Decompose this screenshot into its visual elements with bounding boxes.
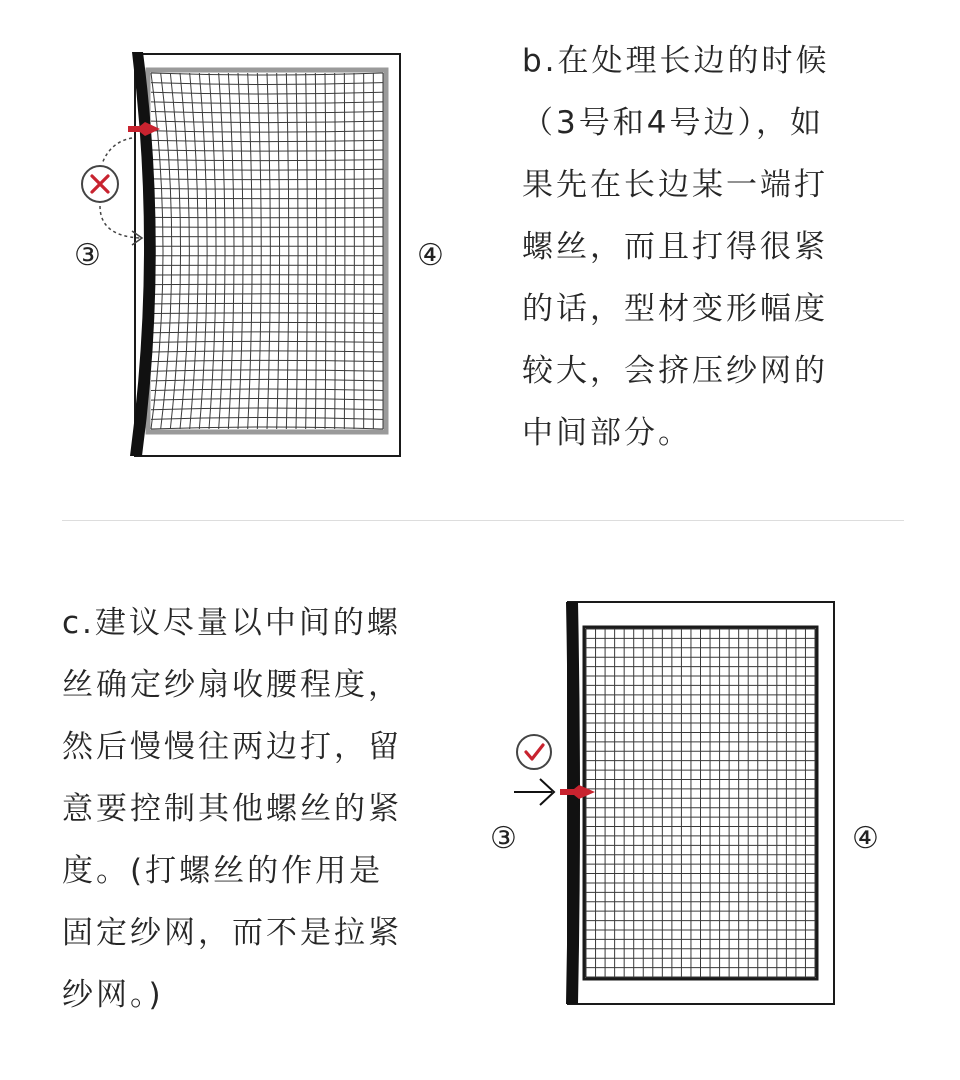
paragraph-b: [522, 30, 882, 464]
paragraph-line: 中间部分。: [522, 415, 692, 451]
side-label-3: ③: [74, 238, 101, 273]
side-label-4: ④: [417, 238, 444, 273]
side-label-4: ④: [852, 821, 879, 856]
check-icon: [517, 735, 551, 769]
side-label-3: ③: [490, 821, 517, 856]
paragraph-line: 度。(打螺丝的作用是: [62, 853, 384, 889]
paragraph-line: 丝确定纱扇收腰程度，: [62, 667, 402, 703]
diagram-c: [490, 590, 900, 1020]
arrow-right-icon: [514, 779, 554, 805]
paragraph-line: 纱网。): [62, 977, 164, 1013]
paragraph-line: （3号和4号边），如: [522, 105, 824, 141]
paragraph-line: 的话，型材变形幅度: [522, 291, 828, 327]
paragraph-line: 然后慢慢往两边打，留: [62, 729, 402, 765]
section-divider: [62, 520, 904, 521]
paragraph-line: 较大，会挤压纱网的: [522, 353, 828, 389]
paragraph-line: b.在处理长边的时候: [522, 43, 830, 79]
diagram-b: [60, 40, 480, 470]
paragraph-c: [62, 592, 462, 1026]
paragraph-line: c.建议尽量以中间的螺: [62, 605, 401, 641]
paragraph-line: 果先在长边某一端打: [522, 167, 828, 203]
dotted-arrow: [102, 138, 132, 164]
cross-icon: [82, 166, 118, 202]
paragraph-line: 意要控制其他螺丝的紧: [62, 791, 402, 827]
paragraph-line: 固定纱网，而不是拉紧: [62, 915, 402, 951]
paragraph-line: 螺丝，而且打得很紧: [522, 229, 828, 265]
profile-side-3: [566, 602, 580, 1004]
